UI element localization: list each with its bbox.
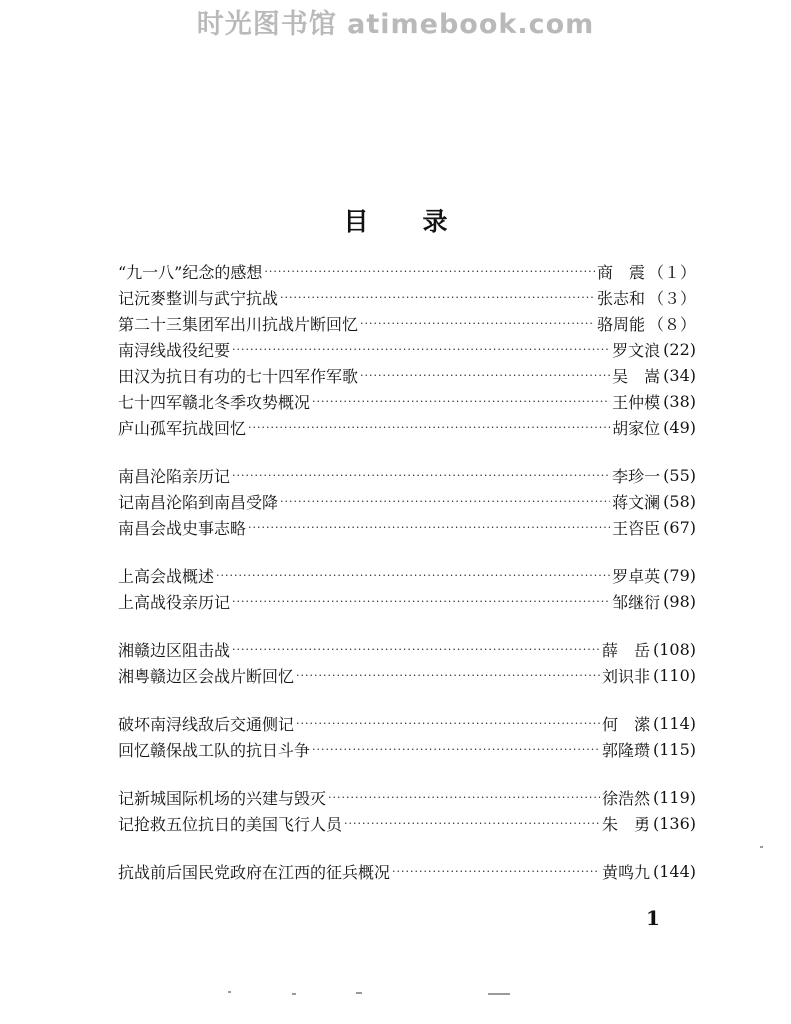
entry-author: 刘识非 — [601, 666, 650, 686]
entry-title: 庐山孤军抗战回忆 — [118, 418, 247, 438]
entry-author: 骆周能 — [596, 314, 645, 334]
toc-entry — [118, 858, 696, 884]
entry-title: 记抢救五位抗日的美国飞行人员 — [118, 814, 343, 834]
dot-leader — [296, 669, 600, 682]
dot-leader — [296, 717, 600, 730]
entry-author: 蒋文澜 — [612, 492, 661, 512]
dot-leader — [216, 569, 610, 582]
dot-leader — [392, 865, 600, 878]
toc-entry — [118, 462, 696, 488]
entry-page: (58) — [663, 491, 696, 511]
entry-author: 薛 岳 — [601, 640, 650, 660]
entry-title: 破坏南浔线敌后交通侧记 — [118, 714, 295, 734]
toc-entry — [118, 810, 696, 836]
entry-author: 罗文浪 — [612, 340, 661, 360]
toc-title: 目录 — [343, 207, 502, 236]
entry-title: 记新城国际机场的兴建与毁灭 — [118, 788, 327, 808]
toc-entry — [118, 284, 696, 310]
scan-speck — [292, 993, 296, 995]
dot-leader — [232, 343, 610, 356]
entry-page: (22) — [663, 339, 696, 359]
dot-leader — [232, 595, 610, 608]
dot-leader — [232, 643, 600, 656]
dot-leader — [232, 469, 610, 482]
entry-page: (55) — [663, 465, 696, 485]
dot-leader — [360, 317, 595, 330]
entry-title: 南浔线战役纪要 — [118, 340, 231, 360]
scan-speck — [760, 846, 763, 848]
dot-leader — [312, 743, 600, 756]
scan-speck — [356, 992, 362, 994]
entry-page: (114) — [652, 713, 696, 733]
entry-page: （８） — [647, 314, 696, 334]
entry-author: 邹继衍 — [612, 592, 661, 612]
toc-entry — [118, 336, 696, 362]
toc-entry — [118, 414, 696, 440]
dot-leader — [280, 291, 595, 304]
toc-entry — [118, 388, 696, 414]
entry-author: 李珍一 — [612, 466, 661, 486]
toc-entry — [118, 310, 696, 336]
entry-page: （３） — [647, 288, 696, 308]
entry-title: “九一八”纪念的感想 — [118, 262, 263, 282]
scan-speck — [488, 993, 510, 995]
entry-page: (98) — [663, 591, 696, 611]
entry-title: 记南昌沦陷到南昌受降 — [118, 492, 279, 512]
entry-page: (136) — [652, 813, 696, 833]
entry-page: （１） — [647, 262, 696, 282]
entry-page: (79) — [663, 565, 696, 585]
toc-entry — [118, 784, 696, 810]
toc-entry — [118, 710, 696, 736]
entry-page: (38) — [663, 391, 696, 411]
entry-author: 黄鸣九 — [601, 862, 650, 882]
entry-title: 七十四军赣北冬季攻势概况 — [118, 392, 311, 412]
entry-page: (119) — [652, 787, 696, 807]
entry-author: 王仲模 — [612, 392, 661, 412]
entry-title: 上高战役亲历记 — [118, 592, 231, 612]
entry-author: 罗卓英 — [612, 566, 661, 586]
watermark: 时光图书馆 atimebook.com — [196, 9, 595, 40]
entry-title: 湘赣边区阻击战 — [118, 640, 231, 660]
toc-entry — [118, 258, 696, 284]
dot-leader — [248, 421, 610, 434]
entry-author: 张志和 — [596, 288, 645, 308]
toc-entry — [118, 662, 696, 688]
entry-page: (110) — [652, 665, 696, 685]
dot-leader — [264, 265, 595, 278]
entry-page: (49) — [663, 417, 696, 437]
entry-title: 抗战前后国民党政府在江西的征兵概况 — [118, 862, 391, 882]
entry-title: 南昌沦陷亲历记 — [118, 466, 231, 486]
toc-entry — [118, 362, 696, 388]
entry-title: 第二十三集团军出川抗战片断回忆 — [118, 314, 359, 334]
toc-entry — [118, 736, 696, 762]
entry-author: 朱 勇 — [601, 814, 650, 834]
toc-entry — [118, 636, 696, 662]
dot-leader — [328, 791, 600, 804]
entry-author: 商 震 — [596, 262, 645, 282]
entry-author: 王咨臣 — [612, 518, 661, 538]
toc-entry — [118, 562, 696, 588]
dot-leader — [360, 369, 610, 382]
toc-entry — [118, 588, 696, 614]
entry-page: (115) — [652, 739, 696, 759]
dot-leader — [248, 521, 610, 534]
entry-title: 记沅麥整训与武宁抗战 — [118, 288, 279, 308]
dot-leader — [280, 495, 610, 508]
entry-author: 徐浩然 — [601, 788, 650, 808]
entry-page: (144) — [652, 861, 696, 881]
entry-title: 回忆赣保战工队的抗日斗争 — [118, 740, 311, 760]
entry-title: 南昌会战史事志略 — [118, 518, 247, 538]
entry-title: 上高会战概述 — [118, 566, 215, 586]
entry-title: 湘粤赣边区会战片断回忆 — [118, 666, 295, 686]
entry-page: (34) — [663, 365, 696, 385]
table-of-contents — [118, 258, 696, 884]
entry-page: (108) — [652, 639, 696, 659]
scan-speck — [228, 991, 231, 993]
entry-author: 胡家位 — [612, 418, 661, 438]
entry-page: (67) — [663, 517, 696, 537]
page-number: 1 — [646, 906, 660, 930]
dot-leader — [312, 395, 610, 408]
dot-leader — [344, 817, 600, 830]
entry-author: 郭隆瓒 — [601, 740, 650, 760]
entry-author: 吴 嵩 — [612, 366, 661, 386]
toc-entry — [118, 514, 696, 540]
toc-entry — [118, 488, 696, 514]
entry-author: 何 潆 — [601, 714, 650, 734]
entry-title: 田汉为抗日有功的七十四军作军歌 — [118, 366, 359, 386]
